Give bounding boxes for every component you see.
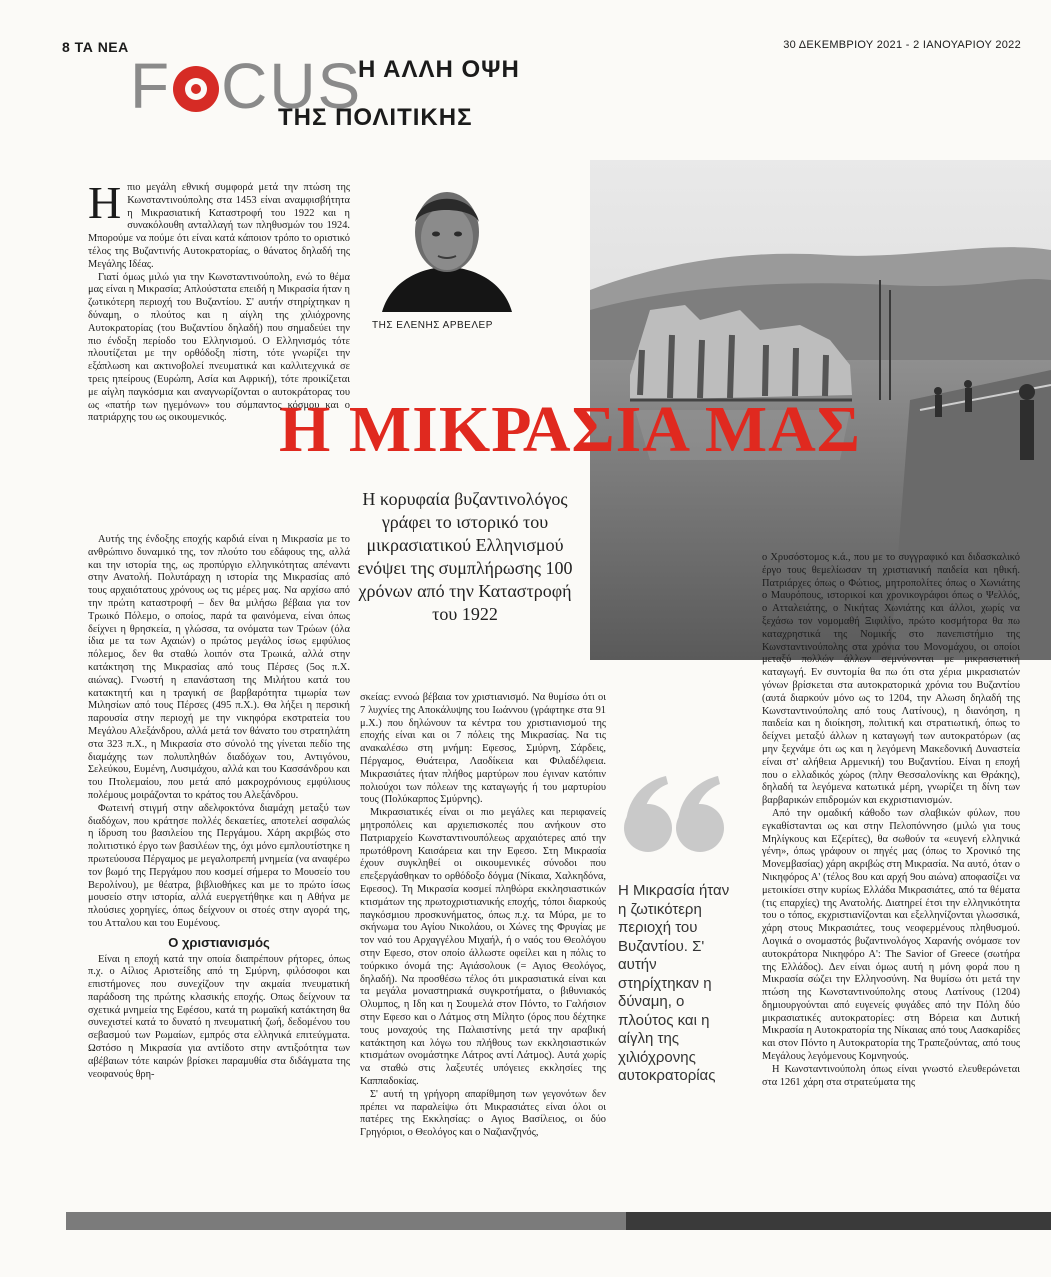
paragraph [88,177,350,272]
portrait-illustration [372,172,522,312]
paragraph: Είναι η εποχή κατά την οποία διαπρέπουν ρήτορες, όπως π.χ. ο Αίλιος Αριστείδης από τη Σμύρνη, φιλόσοφοι και επιστήμονες που συνεχίζουν την ακμαία πνευματική παράδοση της πρώτης κλασικής εποχής. Οπως δείχνουν τα σχετικά μνημεία της Εφέσου, κατά τη ρωμαϊκή κατάκτηση θα συνεχιστεί κατά το δυνατό η πνευματική ζωή, δεδομένου του σεβασμού των Ρωμαίων, εμπρός στα ελληνικά επιτεύγματα. Ωστόσο η Μικρασία για αντίδοτο στην αντιξοότητα των αβέβαιων τότε καιρών βρίσκει παραμυθία στα διδάγματα της νεοφανούς θρη- [88,953,350,1080]
section-line2: ΤΗΣ ΠΟΛΙΤΙΚΗΣ [278,104,473,131]
section-logo [130,52,530,142]
deck: Η κορυφαία βυζαντινολόγος γράφει το ιστορικό του μικρασιατικού Ελληνισμού ενόψει της συμπλήρωσης 100 χρόνων από την Καταστροφή του 1922 [357,489,573,624]
column-3 [762,552,1020,1089]
paragraph: Μικρασιατικές είναι οι πιο μεγάλες και περιφανείς μητροπόλεις και αρχιεπισκοπές που ανήκουν στο Πατριαρχείο Κωνσταντινουπόλεως αρχαιότερες από την πρωτόθρονη Καισάρεια και την Εφεσο. Στη Μικρασία έχουν συγκληθεί οι οικουμενικές σύνοδοι που επεξεργάσθηκαν το ορθόδοξο δόγμα (Νίκαια, Χαλκηδόνα, Εφεσος). Τη Μικρασία κοσμεί πληθώρα εκκλησιαστικών κτισμάτων της πρωτοχριστιανικής εποχής, τόποι διαρκούς παγκόσμιου προσκυνήματος, όπως π.χ. τα Μύρα, με το σκήνωμα του Αγίου Νικολάου, οι Χώνες της Φρυγίας με τον ναό του Αρχαγγέλου Μιχαήλ, ή ο ναός του Θεολόγου στην Εφεσο, στον οποίο άλλωστε οφείλει και η πόλις το τούρκικο όνομά της: Αγιάσολουκ (= Αγιος Θεολόγος, δηλαδή). Να προσθέσω τέλος ότι μικρασιατικά είναι και τα μεγάλα μοναστηριακά συγκροτήματα, ο βιθυνιακός Ολυμπος, η Ιδη και η Σουμελά στον Πόντο, το Γαλήσιον στην Εφεσο και ο Λάτμος στη Μίλητο (όρος που δέχτηκε τους μοναχούς της Παλαιστίνης μετά την αραβική κατάκτηση και λόγω του πλήθους των εκκλησιαστικών κτισμάτων ονομάστηκε Λάτρος αντί Λάτμος). Αυτά χωρίς να σταθώ στις λαξευτές υπόγειες εκκλησίες της Καππαδοκίας. [360,807,606,1087]
page-label: 8 ΤΑ ΝΕΑ [62,39,129,55]
aperture-icon [173,66,219,112]
paragraph: Σ' αυτή τη γρήγορη απαρίθμηση των γεγονότων δεν πρέπει να παραλείψω ότι Μικρασιάτες είναι όλοι οι πατέρες της Εκκλησίας: ο Αγιος Βασίλειος, οι δύο Γρηγόριοι, ο Θεολόγος και ο Ναζιανζηνός, [360,1088,606,1139]
drop-cap: Η [88,177,122,228]
paragraph: Από την ομαδική κάθοδο των σλαβικών φύλων, που εγκαθίστανται ως και στην Πελοπόννησο (μιλώ για τους Μηλίγκους και Εζερίτες), θα σωθούν τα «ευγενή ελληνικά γένη», όπως γράφουν οι πηγές μας (όπως το Χρονικό της Μονεμβασίας) χάρη ακριβώς στη Μικρασία. Να αυτό, όταν ο Νικηφόρος Α' (τέλος 8ου και αρχή 9ου αιώνα) αποφασίζει να μετοικίσει στην κυρίως Ελλάδα Μικρασιάτες, από τα θέματα (τις επαρχίες) της Ανατολής. Διατηρεί έτσι την ελληνικότητα του ο τόπος, εκχριστιανίζονται και εξελληνίζονται γλωσσικά, χάρη στους Μικρασιάτες, τους νεοφερμένους πληθυσμού. Λογικά ο ονομαστός βυζαντινολόγος Χαρανής ονόμασε τον αυτοκράτορα Νικηφόρο Α': The Savior of Greece (σωτήρα της Ελλάδος). Δεν είναι όμως αυτή η μόνη φορά που η Μικρασία σώζει την Ελληνοσύνη. Να θυμίσω ότι μετά την πτώση της Κωνσταντινούπολης στους Λατίνους (1204) δημιουργούνται από ευγενείς φυγάδες από την Πόλη δύο μικρασιατικές αυτοκρατορίες: στη Βόρεια και Δυτική Μικρασία η Αυτοκρατορία της Νίκαιας από τους Λασκαρίδες και στον Πόντο η Αυτοκρατορία της Τραπεζούντας, από τους Μεγάλους λεγόμενους Κομνηνούς. [762,807,1020,1063]
column-2 [360,692,606,1140]
paragraph: ο Χρυσόστομος κ.ά., που με το συγγραφικό και διδασκαλικό έργο τους θεμελίωσαν τη χριστιανική παιδεία και ηθική. Πατριάρχες όπως ο Φώτιος, μητροπολίτες όπως ο Χωνιάτης ο Μαυρόπους, ιστορικοί και χρονικογράφοι όπως ο Ψελλός, ο Ατταλειάτης, ο Νικήτας Χωνιάτης και άλλοι, χωρίς να ξεχάσω τον νομομαθή Ξιφιλίνο, πρώτο κοσμήτορα θα πω καταχρηστικά της Νομικής στο πανεπιστήμιο της Κωνσταντινούπολης στα χρόνια του Μονομάχου, οι οποίοι μεταξύ πολλών άλλων σεμνύνονται με μικρασιατική καταγωγή. Εν συντομία θα πω ότι στα χέρια μικρασιατών γόνων βρίσκεται στα αυτοκρατορικά χρόνια του Βυζαντίου (αυτά διαρκούν μόνο ως το 1204, την Αλωση δηλαδή της Κωνσταντινούπολης από τους Λατίνους), η διανόηση, η παιδεία και η διοίκηση, πολιτική και στρατιωτική, όπως το δείχνει μεταξύ άλλων η καταγωγή των αυτοκρατόρων (ας μην ξεχνάμε ότι ως και η λεγόμενη Μακεδονική Δυναστεία είναι στ' αλήθεια Αρμενική) του Βυζαντίου. Είναι η εποχή που ο ελλαδικός χώρος (πλην Θεσσαλονίκης και Θράκης), δηλαδή τα λεγόμενα κατωτικά μέρη, γνωρίζει τη δίνη των βαρβαρικών επιδρομών και εκχριστιανισμών. [762,552,1020,807]
paragraph: Φωτεινή στιγμή στην αδελφοκτόνα διαμάχη μεταξύ των διαδόχων, που κράτησε πολλές δεκαετίες, αποτελεί ασφαλώς η ίδρυση του βασιλείου της Περγάμου. Χάρη ακριβώς στο πολιτιστικό έργο των βασιλέων της, όχι μόνο εμπλουτίστηκε η πρωτεύουσα Πέργαμος με μεγαλοπρεπή μνημεία (να αναφέρω τον βωμό της Περγάμου που κοσμεί σήμερα το Μουσείο του Βερολίνου), με θέατρα, βιβλιοθήκες και με το πρώτο ίσως μουσείο στην ιστορία, αλλά ευεργετήθηκε και η Αθήνα με πλούσιες χορηγίες, όπως δείχνουν οι στοές στην αγορά της, του Ατταλου και του Ευμένους. [88,802,350,929]
quote-marks-icon [618,766,728,876]
author-portrait [372,172,522,312]
paragraph: Γιατί όμως μιλώ για την Κωνσταντινούπολη, ενώ το θέμα μας είναι η Μικρασία; Απλούστατα επειδή η Μικρασία ήταν η ζωτικότερη περιοχή του Βυζαντίου. Σ' αυτήν στηρίχτηκαν η δύναμη, ο πλούτος και η αίγλη της χιλιόχρονης Αυτοκρατορίας (του Βυζαντίου δηλαδή) που σημαδεύει την πιο ένδοξη περίοδο του Ελληνισμού. Ο Ελληνισμός τότε πλουτίζεται με την ορθόδοξη πίστη, τότε γνωρίζει την εξάπλωση και ακτινοβολεί πνευματικά και καλλιτεχνικά σε τρεις ηπείρους (Ευρώπη, Ασία και Αφρική), τότε προικίζεται με αίγλη παγκόσμια και αναγνωρίζονται ο αυτοκράτορας του ως «πατήρ των ηγεμόνων» του σύμπαντος κόσμου και ο πατριάρχης του ως οικουμενικός. [88,271,350,424]
subhead: Ο χριστιανισμός [168,934,270,950]
focus-cus: CUS [221,50,363,122]
paragraph-text: πιο μεγάλη εθνική συμφορά μετά την πτώση της Κωνσταντινούπολης στα 1453 είναι αναμφισβήτητα η Μικρασιατική Καταστροφή του 1922 και η συνακόλουθη ανταλλαγή των πληθυσμών του 1924. Μπορούμε να πούμε ότι είναι κατά κάποιον τρόπο το οριστικό τέλος της Βυζαντινής Αυτοκρατορίας, ο θάνατος δηλαδή της Μεγάλης Ιδέας. [88,182,350,270]
paragraph: σκείας: εννοώ βέβαια τον χριστιανισμό. Να θυμίσω ότι οι 7 λυχνίες της Αποκάλυψης του Ιωάννου (γράφτηκε στα 91 μ.Χ.) που δηλώνουν τα κέντρα του χριστιανισμού της εποχής είναι και οι 7 πόλεις της Μικρασίας. Να τις ανακαλέσω στη μνήμη: Εφεσος, Σμύρνη, Σάρδεις, Πέργαμος, Θυάτειρα, Λαοδίκεια και Φιλαδέλφεια. Μικρασιάτες ήταν πλήθος μαρτύρων που έγιναν κατόπιν πολιούχοι των πόλεων της καταγωγής ή του μαρτυρίου τους (Πολύκαρπος Σμύρνης). [360,692,606,806]
issue-date: 30 ΔΕΚΕΜΒΡΙΟΥ 2021 - 2 ΙΑΝΟΥΑΡΙΟΥ 2022 [783,39,1021,51]
section-line1: Η ΑΛΛΗ ΟΨΗ [358,56,520,83]
column-1-bottom [88,534,350,1081]
column-1-top [88,177,350,425]
paragraph: Η Κωνσταντινούπολη όπως είναι γνωστό ελευθερώνεται στα 1261 χάρη στα στρατεύματα της [762,1063,1020,1088]
pull-quote: Η Μικρασία ήταν η ζωτικότερη περιοχή του Βυζαντίου. Σ' αυτήν στηρίχτηκαν η δύναμη, ο πλούτος και η αίγλη της χιλιόχρονης αυτοκρατορίας [618,882,730,1084]
headline: Η ΜΙΚΡΑΣΙΑ ΜΑΣ [279,393,861,466]
footer-bar-accent [66,1212,626,1230]
focus-f: F [130,50,172,122]
byline: ΤΗΣ ΕΛΕΝΗΣ ΑΡΒΕΛΕΡ [372,320,493,331]
paragraph: Αυτής της ένδοξης εποχής καρδιά είναι η Μικρασία με το ανθρώπινο δυναμικό της, τον πλούτο του εδάφους της, αλλά και την ιστορία της, ως προπύργιο ελληνικότητας απέναντι στην Ανατολή. Πολυτάραχη η ιστορία της Μικρασίας από τους αρχαιότατους χρόνους ως τις μέρες μας. Να αρχίσω από την πρώτη καταστροφή – δεν θα μιλήσω βέβαια για τον Τρωικό Πόλεμο, ο οποίος, παρά τα φαινόμενα, είναι όπως δείχνει η θρησκεία, η γλώσσα, τα ονόματα των Τρώων (όλα ίδια με τα των Αχαιών) ο πρώτος μεγάλος ίσως εμφύλιος πόλεμος, δεν θα σταθώ λοιπόν στα Τρωικά, αλλά στην κατάκτηση της Μικρασίας από τους Πέρσες (5ος π.Χ. αιώνας). Γνωστή η επανάσταση της Μιλήτου κατά του κατακτητή και η τραγική σε βαρβαρότητα τιμωρία των Μιλησίων από τους Πέρσες (495 π.Χ.). Θα λήξει η περσική παρουσία στην περιοχή με την νικηφόρα εκστρατεία του Μεγάλου Αλεξάνδρου, αλλά μετά τον θάνατο του στρατηλάτη στα 323 π.Χ., η Μικρασία στο σύνολό της γίνεται πεδίο της διαμάχης των πολυπληθών διαδόχων του, Αντιγόνου, Σελεύκου, Ευμένη, Λυσιμάχου, αλλά και του Κασσάνδρου και του Πτολεμαίου, που μετά από μακροχρόνιους εμφύλιους πολέμους μοιράζονται το κράτος του Αλεξάνδρου. [88,534,350,801]
